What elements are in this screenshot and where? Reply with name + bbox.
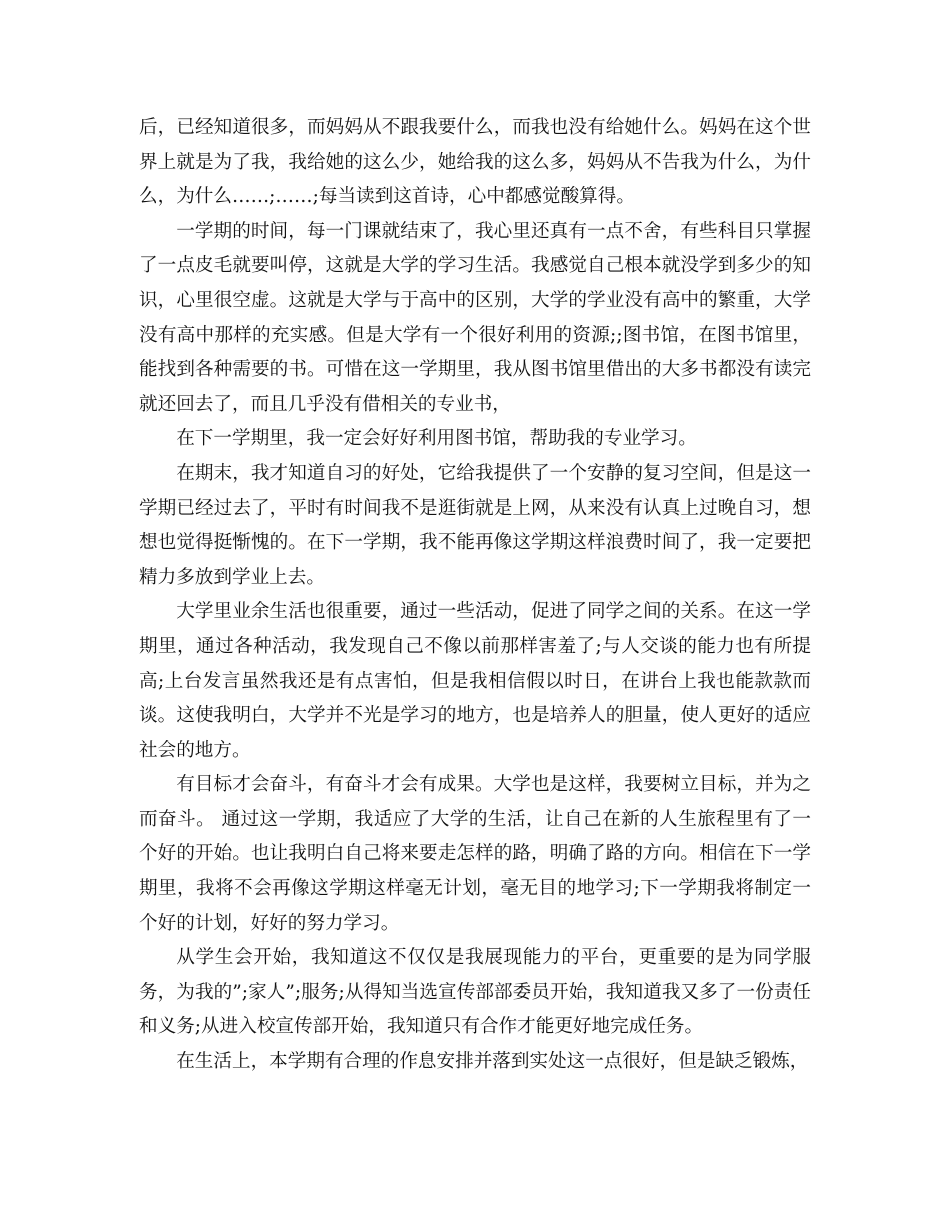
paragraph-self-study: 在期末，我才知道自习的好处，它给我提供了一个安静的复习空间，但是这一学期已经过去了，平时有时间我不是逛街就是上网，从来没有认真上过晚自习，想想也觉得挺惭愧的。在下一学期，我不能再像这学期这样浪费时间了，我一定要把精力多放到学业上去。	[139, 462, 811, 588]
paragraph-continuation: 后，已经知道很多，而妈妈从不跟我要什么，而我也没有给她什么。妈妈在这个世界上就是为了我，我给她的这么少，她给我的这么多，妈妈从不告我为什么，为什么，为什么……;……;每当读到这首诗，心中都感觉酸算得。	[139, 117, 811, 208]
paragraph-student-union: 从学生会开始，我知道这不仅仅是我展现能力的平台，更重要的是为同学服务，为我的”;家人”;服务;从得知当选宣传部部委员开始，我知道我又多了一份责任和义务;从进入校宣传部开始，我知道只有合作才能更好地完成任务。	[139, 947, 811, 1038]
paragraph-library-plan: 在下一学期里，我一定会好好利用图书馆，帮助我的专业学习。	[176, 428, 697, 450]
paragraph-extracurricular: 大学里业余生活也很重要，通过一些活动，促进了同学之间的关系。在这一学期里，通过各种活动，我发现自己不像以前那样害羞了;与人交谈的能力也有所提高;上台发言虽然我还是有点害怕，但是我相信假以时日，在讲台上我也能款款而谈。这使我明白，大学并不光是学习的地方，也是培养人的胆量，使人更好的适应社会的地方。	[139, 601, 811, 761]
document-body	[139, 111, 811, 1080]
paragraph-semester-time: 一学期的时间，每一门课就结束了，我心里还真有一点不舍，有些科目只掌握了一点皮毛就要叫停，这就是大学的学习生活。我感觉自己根本就没学到多少的知识，心里很空虚。这就是大学与于高中的区别，大学的学业没有高中的繁重，大学没有高中那样的充实感。但是大学有一个很好利用的资源;;图书馆，在图书馆里，能找到各种需要的书。可惜在这一学期里，我从图书馆里借出的大多书都没有读完就还回去了，而且几乎没有借相关的专业书，	[139, 220, 811, 415]
paragraph-goals: 有目标才会奋斗，有奋斗才会有成果。大学也是这样，我要树立目标，并为之而奋斗。 通过这一学期，我适应了大学的生活，让自己在新的人生旅程里有了一个好的开始。也让我明白自己将来要走怎样的路，明确了路的方向。相信在下一学期里，我将不会再像这学期这样毫无计划，毫无目的地学习;下一学期我将制定一个好的计划，好好的努力学习。	[139, 774, 811, 934]
paragraph-daily-life: 在生活上，本学期有合理的作息安排并落到实处这一点很好，但是缺乏锻炼，	[176, 1051, 809, 1073]
